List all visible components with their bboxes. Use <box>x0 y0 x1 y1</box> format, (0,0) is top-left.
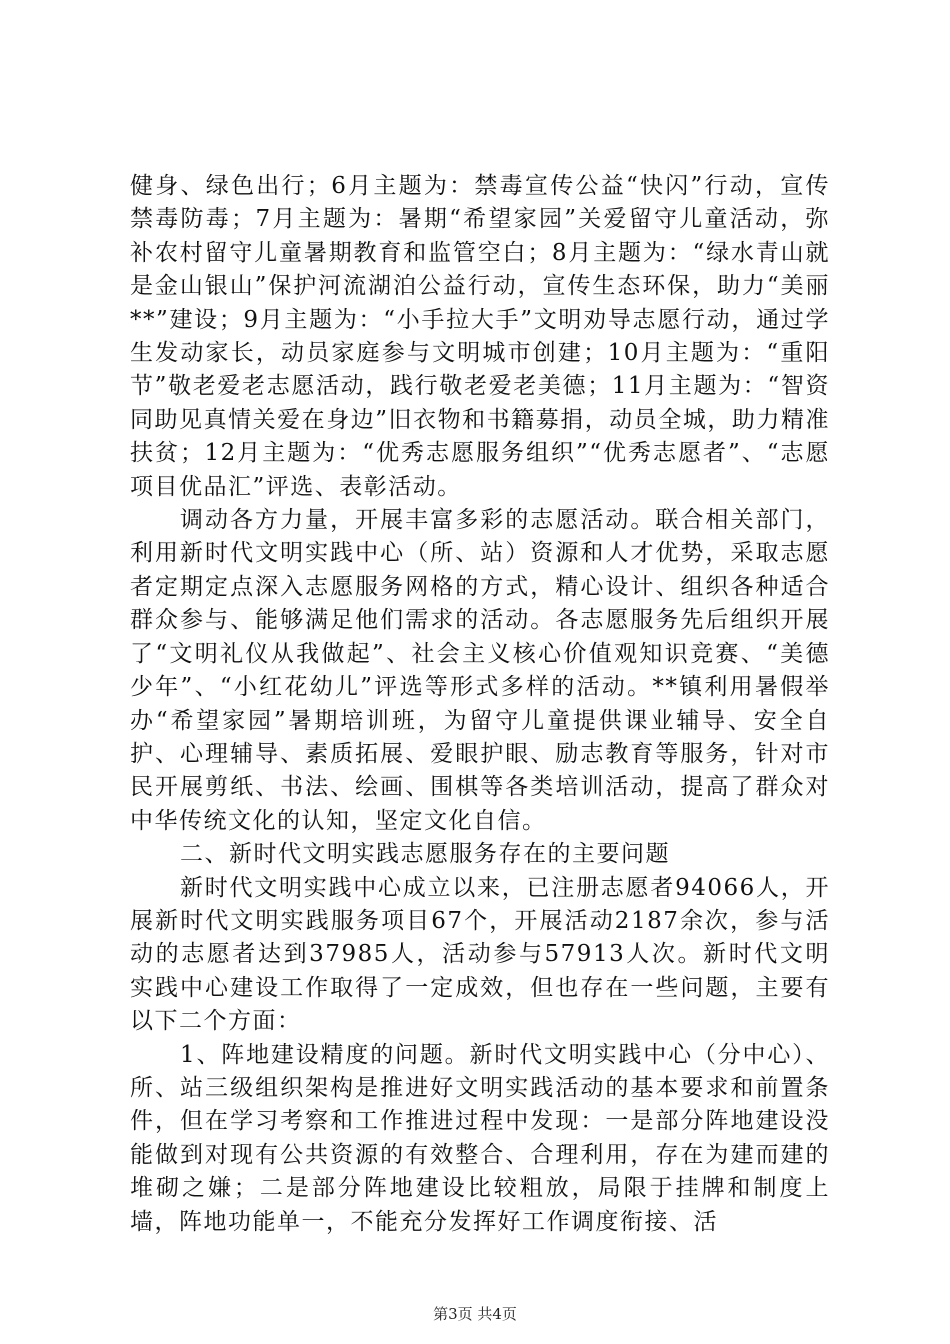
page-number-footer: 第3页 共4页 <box>433 1305 517 1323</box>
paragraph-volunteer-activities: 调动各方力量，开展丰富多彩的志愿活动。联合相关部门，利用新时代文明实践中心（所、站）资源和人才优势，采取志愿者定期定点深入志愿服务网格的方式，精心设计、组织各种适合群众参与、能够满足他们需求的活动。各志愿服务先后组织开展了“文明礼仪从我做起”、社会主义核心价值观知识竞赛、“美德少年”、“小红花幼儿”评选等形式多样的活动。**镇利用暑假举办“希望家园”暑期培训班，为留守儿童提供课业辅导、安全自护、心理辅导、素质拓展、爱眼护眼、励志教育等服务，针对市民开展剪纸、书法、绘画、围棋等各类培训活动，提高了群众对中华传统文化的认知，坚定文化自信。 <box>130 507 830 834</box>
section-heading-main-problems: 二、新时代文明实践志愿服务存在的主要问题 <box>180 841 670 868</box>
paragraph-site-construction: 1、阵地建设精度的问题。新时代文明实践中心（分中心）、所、站三级组织架构是推进好文明实践活动的基本要求和前置条件，但在学习考察和工作推进过程中发现：一是部分阵地建设没能做到对现有公共资源的有效整合、合理利用，存在为建而建的堆砌之嫌；二是部分阵地建设比较粗放，局限于挂牌和制度上墙，阵地功能单一，不能充分发挥好工作调度衔接、活 <box>130 1041 830 1235</box>
paragraph-monthly-themes: 健身、绿色出行；6月主题为：禁毒宣传公益“快闪”行动，宣传禁毒防毒；7月主题为：暑期“希望家园”关爱留守儿童活动，弥补农村留守儿童暑期教育和监管空白；8月主题为：“绿水青山就是金山银山”保护河流湖泊公益行动，宣传生态环保，助力“美丽**”建设；9月主题为：“小手拉大手”文明劝导志愿行动，通过学生发动家长，动员家庭参与文明城市创建；10月主题为：“重阳节”敬老爱老志愿活动，践行敬老爱老美德；11月主题为：“智资同助见真情关爱在身边”旧衣物和书籍募捐，动员全城，助力精准扶贫；12月主题为：“优秀志愿服务组织”“优秀志愿者”、“志愿项目优品汇”评选、表彰活动。 <box>130 173 830 500</box>
paragraph-statistics: 新时代文明实践中心成立以来，已注册志愿者94066人，开展新时代文明实践服务项目67个，开展活动2187余次，参与活动的志愿者达到37985人，活动参与57913人次。新时代文明实践中心建设工作取得了一定成效，但也存在一些问题，主要有以下二个方面： <box>130 874 830 1035</box>
document-body <box>130 170 830 1239</box>
